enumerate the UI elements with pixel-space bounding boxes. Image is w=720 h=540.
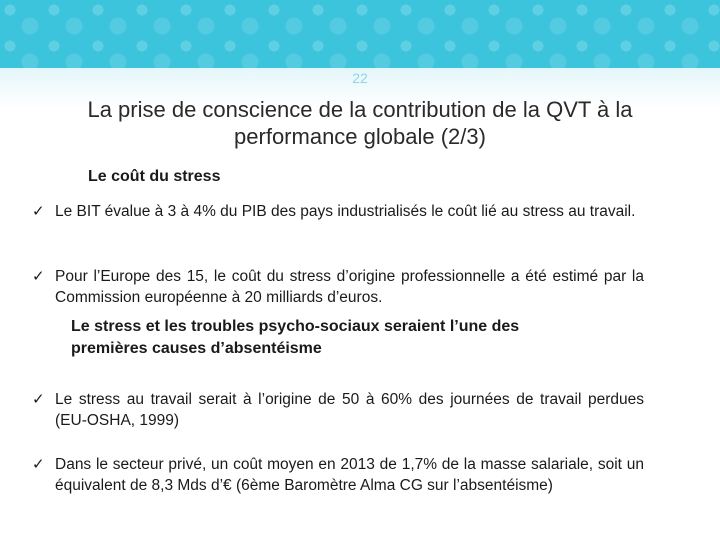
bullet-text: Pour l’Europe des 15, le coût du stress d’origine professionnelle a été estimé par la Commission européenne à 20 milliards d’euros. [55,268,644,306]
slide-number: 22 [352,70,368,86]
slide-title: La prise de conscience de la contribution de la QVT à la performance globale (2/3) [87,97,633,149]
checkmark-icon: ✓ [32,203,45,220]
checkmark-icon: ✓ [32,391,45,408]
bullet-item [32,454,644,496]
section-subtitle: Le coût du stress [88,168,221,185]
bullet-text: Dans le secteur privé, un coût moyen en 2013 de 1,7% de la masse salariale, soit un équivalent de 8,3 Mds d’€ (6ème Baromètre Alma CG sur l’absentéisme) [55,456,644,494]
checkmark-icon: ✓ [32,268,45,285]
bullet-item [32,201,644,222]
callout-text: Le stress et les troubles psycho-sociaux seraient l’une des premières causes d’absentéisme [71,318,520,357]
bullet-text: Le BIT évalue à 3 à 4% du PIB des pays industrialisés le coût lié au stress au travail. [55,203,636,220]
bullet-item [32,266,644,308]
checkmark-icon: ✓ [32,456,45,473]
bullet-item [32,389,644,431]
header-banner [0,0,720,68]
bullet-text: Le stress au travail serait à l’origine de 50 à 60% des journées de travail perdues (EU-OSHA, 1999) [55,391,644,429]
